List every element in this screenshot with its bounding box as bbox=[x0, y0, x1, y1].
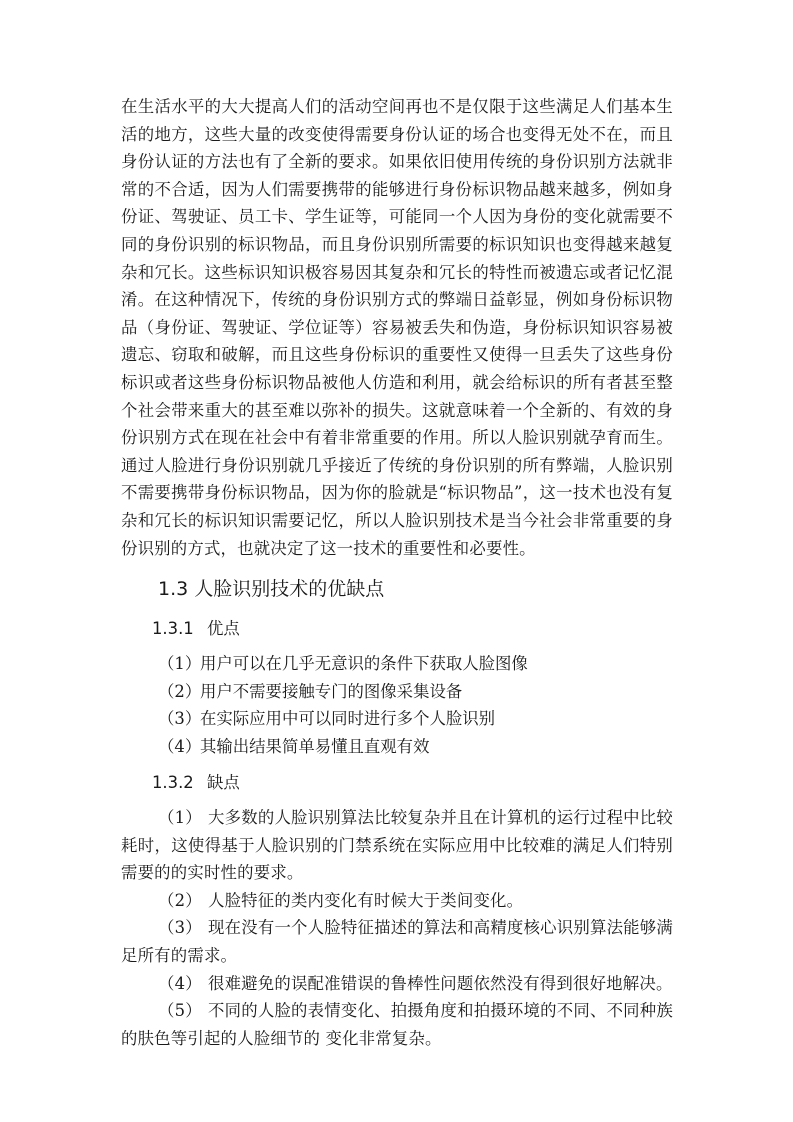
advantages-heading-label: 优点 bbox=[207, 619, 240, 639]
document-page bbox=[121, 93, 673, 1052]
disadvantages-heading-label: 缺点 bbox=[207, 773, 240, 793]
disadvantage-item bbox=[121, 970, 673, 998]
advantage-item bbox=[121, 678, 673, 706]
advantages-heading bbox=[121, 614, 673, 644]
advantage-item bbox=[121, 733, 673, 761]
disadvantage-item-text: 人脸特征的类内变化有时候大于类间变化。 bbox=[208, 890, 524, 910]
disadvantage-item-number: （2） bbox=[158, 890, 202, 910]
advantage-item-text: 用户不需要接触专门的图像采集设备 bbox=[200, 681, 463, 701]
disadvantage-item-text: 现在没有一个人脸特征描述的算法和高精度核心识别算法能够满足所有的需求。 bbox=[121, 918, 673, 966]
advantage-item-text: 在实际应用中可以同时进行多个人脸识别 bbox=[200, 709, 496, 729]
advantage-item-text: 用户可以在几乎无意识的条件下获取人脸图像 bbox=[200, 654, 528, 674]
disadvantage-item-number: （3） bbox=[158, 918, 202, 938]
advantages-list bbox=[121, 650, 673, 760]
disadvantage-item bbox=[121, 887, 673, 915]
advantage-item-number: （2） bbox=[158, 681, 202, 701]
disadvantage-item-number: （1） bbox=[158, 808, 202, 828]
advantage-item-number: （1） bbox=[158, 654, 202, 674]
advantage-item-number: （3） bbox=[158, 709, 202, 729]
disadvantage-item-number: （5） bbox=[158, 1001, 202, 1021]
advantages-heading-number: 1.3.1 bbox=[152, 619, 194, 639]
advantage-item-text: 其输出结果简单易懂且直观有效 bbox=[200, 736, 430, 756]
disadvantage-item-text: 很难避免的误配准错误的鲁棒性问题依然没有得到很好地解决。 bbox=[208, 973, 673, 993]
advantage-item bbox=[121, 650, 673, 678]
disadvantage-item bbox=[121, 804, 673, 887]
disadvantages-heading-number: 1.3.2 bbox=[152, 773, 194, 793]
section-title: 1.3 人脸识别技术的优缺点 bbox=[158, 578, 385, 601]
intro-paragraph: 在生活水平的大大提高人们的活动空间再也不是仅限于这些满足人们基本生活的地方，这些大量的改变使得需要身份认证的场合也变得无处不在，而且身份认证的方法也有了全新的要求。如果依旧使用传统的身份识别方法就非常的不合适，因为人们需要携带的能够进行身份标识物品越来越多，例如身份证、驾驶证、员工卡、学生证等，可能同一个人因为身份的变化就需要不同的身份识别的标识物品，而且身份识别所需要的标识知识也变得越来越复杂和冗长。这些标识知识极容易因其复杂和冗长的特性而被遗忘或者记忆混淆。在这种情况下，传统的身份识别方式的弊端日益彰显，例如身份标识物品（身份证、驾驶证、学位证等）容易被丢失和伪造，身份标识知识容易被遗忘、窃取和破解，而且这些身份标识的重要性又使得一旦丢失了这些身份标识或者这些身份标识物品被他人仿造和利用，就会给标识的所有者甚至整个社会带来重大的甚至难以弥补的损失。这就意味着一个全新的、有效的身份识别方式在现在社会中有着非常重要的作用。所以人脸识别就孕育而生。通过人脸进行身份识别就几乎接近了传统的身份识别的所有弊端，人脸识别不需要携带身份标识物品，因为你的脸就是“标识物品”，这一技术也没有复杂和冗长的标识知识需要记忆，所以人脸识别技术是当今社会非常重要的身份识别的方式，也就决定了这一技术的重要性和必要性。 bbox=[121, 97, 673, 558]
advantage-item bbox=[121, 705, 673, 733]
disadvantages-heading bbox=[121, 768, 673, 798]
disadvantage-item bbox=[121, 914, 673, 969]
disadvantage-item-number: （4） bbox=[158, 973, 202, 993]
disadvantage-item bbox=[121, 997, 673, 1052]
disadvantage-item-text: 大多数的人脸识别算法比较复杂并且在计算机的运行过程中比较耗时，这使得基于人脸识别的门禁系统在实际应用中比较难的满足人们特别需要的的实时性的要求。 bbox=[121, 808, 673, 883]
disadvantage-item-text: 不同的人脸的表情变化、拍摄角度和拍摄环境的不同、不同种族的肤色等引起的人脸细节的 变化非常复杂。 bbox=[121, 1001, 673, 1048]
advantage-item-number: （4） bbox=[158, 736, 202, 756]
